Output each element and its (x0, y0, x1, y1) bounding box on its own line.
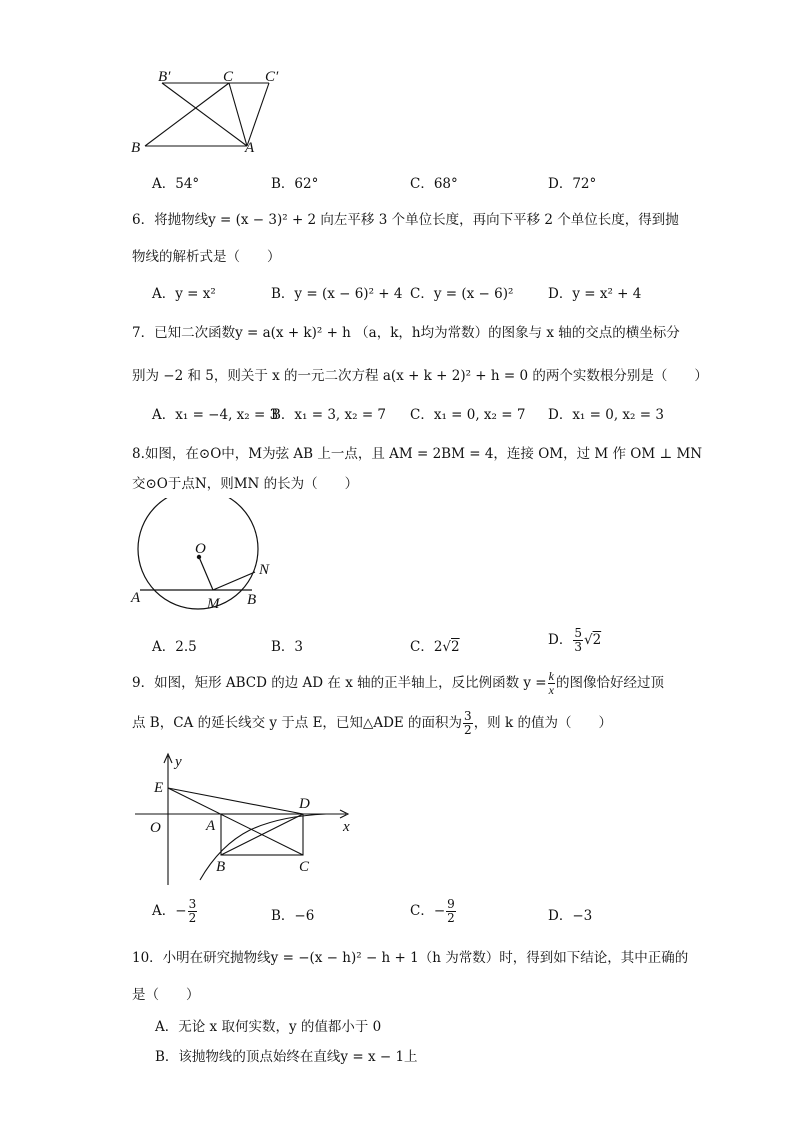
q10-option-b[interactable]: B．该抛物线的顶点始终在直线y = x − 1上 (155, 1049, 418, 1065)
q7-option-d[interactable]: D．x₁ = 0, x₂ = 3 (548, 407, 664, 423)
q10-option-a[interactable]: A．无论 x 取何实数，y 的值都小于 0 (155, 1019, 382, 1035)
label-b: B (131, 140, 141, 156)
q7-option-a[interactable]: A．x₁ = −4, x₂ = 3 (152, 407, 279, 423)
q8-option-c-radicand: 2 (451, 639, 460, 655)
label-d: D (299, 796, 310, 812)
label-b-prime: B′ (158, 69, 171, 85)
q9-area-fraction: $\frac{3}{2}$ (464, 709, 472, 737)
label-a: A (245, 140, 255, 156)
q9-stem-line2: 点 B，CA 的延长线交 y 于点 E，已知△ADE 的面积为 $\frac{3}{2}$ ，则 k 的值为（ ） (132, 709, 612, 737)
q8-option-c-prefix: C．2 (410, 639, 443, 655)
label-a: A (206, 818, 216, 834)
q7-stem-line1: 7．已知二次函数y = a(x + k)² + h （a，k，h均为常数）的图象与 x 轴的交点的横坐标分 (132, 325, 680, 341)
q8-option-c[interactable] (410, 635, 460, 655)
label-n: N (259, 562, 270, 578)
q5-option-d[interactable]: D．72° (548, 176, 597, 192)
q8-option-d[interactable] (548, 627, 601, 654)
label-o: O (195, 541, 206, 557)
q8-option-d-radicand: 2 (592, 632, 602, 648)
label-c: C (299, 859, 310, 875)
q6-option-d[interactable]: D．y = x² + 4 (548, 286, 642, 302)
segment-c-a (229, 83, 247, 146)
label-c: C (223, 69, 234, 85)
q6-stem-line2: 物线的解析式是（ ） (132, 249, 281, 265)
q5-option-c[interactable]: C．68° (410, 176, 458, 192)
q6-stem-line1: 6．将抛物线y = (x − 3)² + 2 向左平移 3 个单位长度，再向下平移 2 个单位长度，得到抛 (132, 212, 679, 228)
q6-option-c[interactable]: C．y = (x − 6)² (410, 286, 514, 302)
label-c-prime: C′ (265, 69, 279, 85)
segment-b-c (145, 83, 229, 146)
label-o: O (150, 820, 161, 836)
label-e: E (154, 780, 164, 796)
label-m: M (207, 596, 220, 612)
q9-option-a[interactable]: A．− $\frac{3}{2}$ (152, 897, 197, 925)
q6-option-a[interactable]: A．y = x² (152, 286, 216, 302)
q8-option-b[interactable]: B．3 (271, 639, 304, 655)
rectangle-hyperbola-figure (130, 750, 360, 890)
q9-stem-line1: 9．如图，矩形 ABCD 的边 AD 在 x 轴的正半轴上，反比例函数 y = $\frac{k}{x}$ 的图像恰好经过顶 (132, 669, 664, 697)
q7-option-b[interactable]: B．x₁ = 3, x₂ = 7 (271, 407, 387, 423)
q8-option-d-prefix: D． (548, 632, 573, 648)
q9-k-over-x: $\frac{k}{x}$ (548, 669, 554, 697)
sqrt-symbol: √ (442, 639, 452, 655)
segment-c-prime-a (247, 83, 269, 146)
q8-stem-line2: 交⊙O于点N，则MN 的长为（ ） (132, 476, 359, 492)
label-a: A (131, 590, 141, 606)
q5-option-a[interactable]: A．54° (152, 176, 200, 192)
q10-stem-line2: 是（ ） (132, 987, 200, 1003)
sqrt-symbol: √ (583, 632, 593, 648)
q7-option-c[interactable]: C．x₁ = 0, x₂ = 7 (410, 407, 526, 423)
segment-om (199, 557, 213, 590)
q8-option-a[interactable]: A．2.5 (152, 639, 197, 655)
q8-option-d-fraction: $\frac{5}{3}$ (574, 626, 582, 654)
q5-option-b[interactable]: B．62° (271, 176, 319, 192)
label-y: y (175, 754, 182, 770)
q10-stem-line1: 10．小明在研究抛物线y = −(x − h)² − h + 1（h 为常数）时，得到如下结论，其中正确的 (132, 950, 689, 966)
q9-option-b[interactable]: B．−6 (271, 908, 315, 924)
segment-b-prime-a (162, 83, 247, 146)
q7-stem-line2: 别为 −2 和 5，则关于 x 的一元二次方程 a(x + k + 2)² + h = 0 的两个实数根分别是（ ） (132, 368, 708, 384)
q9-option-c[interactable]: C．− $\frac{9}{2}$ (410, 897, 455, 925)
q9-option-d[interactable]: D．−3 (548, 908, 593, 924)
label-b: B (247, 592, 257, 608)
label-x: x (343, 819, 350, 835)
q8-stem-line1: 8.如图，在⊙O中，M为弦 AB 上一点，且 AM = 2BM = 4，连接 OM，过 M 作 OM ⊥ MN (132, 446, 703, 462)
segment-e-c (168, 788, 303, 855)
label-b: B (216, 859, 226, 875)
parallelogram-figure (125, 62, 295, 157)
segment-e-d (168, 788, 303, 814)
q6-option-b[interactable]: B．y = (x − 6)² + 4 (271, 286, 403, 302)
circle-chord-figure (125, 498, 285, 616)
